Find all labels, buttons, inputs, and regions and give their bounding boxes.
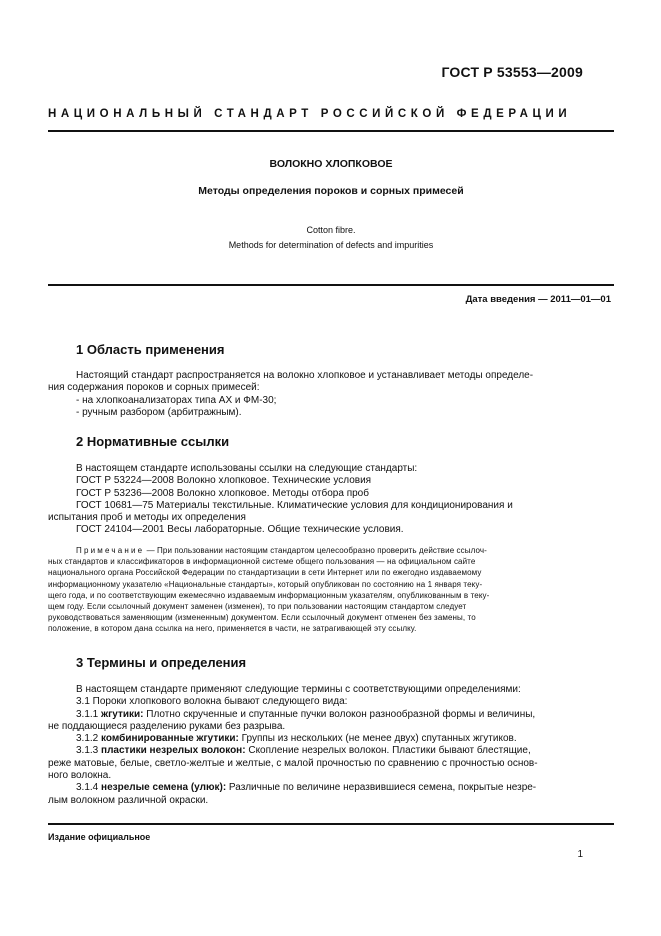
footer-divider	[48, 823, 614, 825]
term-item	[48, 733, 588, 745]
term-name: жгутики:	[101, 708, 144, 720]
header-divider	[48, 130, 614, 132]
standard-title: ВОЛОКНО ХЛОПКОВОЕ	[269, 158, 393, 170]
bullet-item: - на хлопкоанализаторах типа АХ и ФМ-30;	[76, 394, 277, 406]
note-label: Примечание	[76, 546, 145, 555]
note-text: — При пользовании настоящим стандартом целесообразно проверить действие ссылоч-	[144, 546, 487, 555]
note-line: руководствоваться заменяющим (измененным) документом. Если ссылочный документ отменен без замены, то	[48, 613, 476, 623]
term-name: незрелые семена (улюк):	[101, 782, 227, 794]
section-1-body	[48, 370, 588, 419]
term-definition-continued: реже матовые, белые, светло-желтые и желтые, с малой прочностью по сравнению с прочностью основ-	[48, 757, 538, 769]
reference-item: ГОСТ 10681—75 Материалы текстильные. Климатические условия для кондиционирования и	[76, 499, 513, 511]
term-definition-continued: не поддающиеся разделению руками без разрыва.	[48, 720, 286, 732]
note-line: щем году. Если ссылочный документ заменен (изменен), то при пользовании настоящим стандартом следует	[48, 602, 467, 612]
document-number: ГОСТ Р 53553—2009	[441, 64, 583, 80]
term-definition-continued: лым волокном различной окраски.	[48, 794, 209, 806]
note-line	[48, 545, 588, 556]
section-1-heading	[76, 342, 225, 357]
page-number: 1	[577, 849, 583, 860]
term-name: пластики незрелых волокон:	[101, 745, 246, 757]
term-definition: Различные по величине неразвившиеся семена, покрытые незре-	[226, 782, 537, 794]
note-line: национального органа Российской Федерации по стандартизации в сети Интернет или по ежегодно издаваемому	[48, 568, 482, 578]
section-heading: 2 Нормативные ссылки	[76, 434, 230, 449]
section-heading: 3 Термины и определения	[76, 655, 247, 670]
term-item	[48, 709, 588, 721]
term-number: 3.1.3	[76, 745, 102, 757]
term-definition: Скопление незрелых волокон. Пластики бывают блестящие,	[245, 745, 531, 757]
term-definition-continued: ного волокна.	[48, 770, 112, 782]
english-title: Cotton fibre.	[306, 225, 356, 235]
term-number: 3.1.1	[76, 708, 102, 720]
bullet-item: - ручным разбором (арбитражным).	[76, 406, 242, 418]
reference-item: ГОСТ Р 53236—2008 Волокно хлопковое. Методы отбора проб	[76, 487, 369, 499]
paragraph-line: В настоящем стандарте применяют следующие термины с соответствующими определениями:	[76, 684, 521, 695]
note-line: щего года, и по соответствующим ежемесячно издаваемым информационным указателям, опубликованным в теку-	[48, 590, 490, 600]
paragraph-line: В настоящем стандарте использованы ссылки на следующие стандарты:	[76, 463, 418, 474]
reference-item: ГОСТ Р 53224—2008 Волокно хлопковое. Технические условия	[76, 475, 372, 487]
official-edition-label: Издание официальное	[48, 832, 151, 842]
section-3-heading	[76, 655, 246, 670]
paragraph-line: ния содержания пороков и сорных примесей:	[48, 382, 260, 394]
section-3-body	[48, 684, 588, 807]
note-line: ных стандартов и классификаторов в информационной системе общего пользования — на официальном сайте	[48, 557, 476, 567]
section-heading: 1 Область применения	[76, 342, 225, 357]
note-line: информационному указателю «Национальные стандарты», который опубликован по состоянию на 1 января теку-	[48, 579, 483, 589]
reference-item: ГОСТ 24104—2001 Весы лабораторные. Общие технические условия.	[76, 524, 404, 536]
section-2-body	[48, 463, 588, 537]
introduction-date: Дата введения — 2011—01—01	[465, 294, 611, 305]
term-number: 3.1.4	[76, 782, 102, 794]
term-item	[48, 745, 588, 757]
reference-item-continued: испытания проб и методы их определения	[48, 512, 246, 524]
term-definition: Группы из нескольких (не менее двух) спутанных жгутиков.	[238, 733, 517, 745]
note-line: положение, в котором дана ссылка на него, применяется в части, не затрагивающей эту ссылку.	[48, 624, 417, 634]
term-number: 3.1.2	[76, 733, 102, 745]
term-name: комбинированные жгутики:	[101, 733, 239, 745]
term-item: 3.1 Пороки хлопкового волокна бывают следующего вида:	[76, 696, 348, 708]
national-standard-banner: НАЦИОНАЛЬНЫЙ СТАНДАРТ РОССИЙСКОЙ ФЕДЕРАЦИИ	[48, 108, 572, 120]
section-2-heading	[76, 434, 229, 449]
paragraph-line: Настоящий стандарт распространяется на волокно хлопковое и устанавливает методы определе-	[76, 370, 534, 381]
section-2-note	[48, 545, 588, 635]
title-divider	[48, 284, 614, 286]
standard-subtitle: Методы определения пороков и сорных примесей	[198, 185, 464, 197]
english-subtitle: Methods for determination of defects and impurities	[228, 240, 434, 250]
term-item	[48, 782, 588, 794]
term-definition: Плотно скрученные и спутанные пучки волокон разнообразной формы и величины,	[143, 708, 536, 720]
